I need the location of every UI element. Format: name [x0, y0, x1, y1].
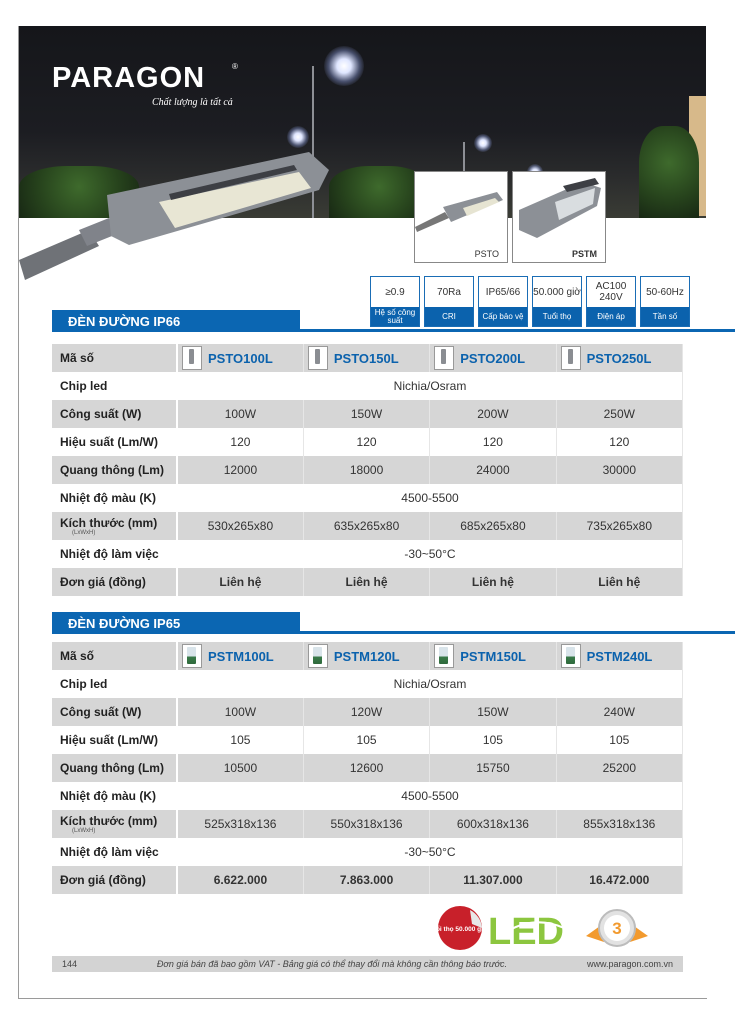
psto-label: PSTO [474, 249, 499, 259]
temp-value: -30~50°C [177, 540, 683, 568]
row-label: Đơn giá (đồng) [52, 866, 177, 894]
power-value: 150W [303, 400, 429, 428]
model-cell [430, 644, 555, 668]
brand-name: PARAGON [52, 62, 206, 94]
efficiency-value: 120 [303, 428, 429, 456]
model-code: PSTO250L [586, 350, 652, 366]
spec-label: Hệ số công suất [371, 307, 419, 326]
spec-table-ip66 [52, 344, 683, 596]
warranty-badge-icon [586, 910, 648, 946]
spec-frequency [640, 276, 690, 327]
spec-label: CRI [425, 307, 473, 326]
model-cell [557, 346, 682, 370]
model-cell [304, 346, 429, 370]
lamp-icon [434, 346, 454, 370]
power-value: 150W [430, 698, 556, 726]
size-value: 685x265x80 [430, 512, 556, 540]
power-value: 250W [556, 400, 682, 428]
led-logo-text: LED [488, 911, 564, 953]
row-temp [52, 838, 683, 866]
spec-value: 70Ra [437, 286, 461, 298]
flux-value: 24000 [430, 456, 556, 484]
lamp-icon [434, 644, 454, 668]
spec-value: ≥0.9 [385, 286, 405, 298]
registered-mark: ® [232, 62, 238, 71]
spec-voltage [586, 276, 636, 327]
row-label: Quang thông (Lm) [52, 754, 177, 782]
row-label: Chip led [52, 372, 177, 400]
price-value: Liên hệ [556, 568, 682, 596]
spec-label: Tuổi thọ [533, 307, 581, 326]
row-chip [52, 670, 683, 698]
row-label: Nhiệt độ màu (K) [52, 782, 177, 810]
section-title: ĐÈN ĐƯỜNG IP65 [52, 612, 300, 634]
warranty-years: 3 [612, 919, 622, 938]
size-value: 855x318x136 [556, 810, 682, 838]
row-label: Công suất (W) [52, 400, 177, 428]
spec-label: Điện áp [587, 307, 635, 326]
price-value: 16.472.000 [556, 866, 682, 894]
pstm-lamp-icon [513, 172, 605, 242]
badges [428, 902, 656, 954]
size-value: 525x318x136 [177, 810, 303, 838]
efficiency-value: 105 [303, 726, 429, 754]
lamp-icon [182, 644, 202, 668]
chip-value: Nichia/Osram [177, 670, 683, 698]
model-code: PSTO200L [460, 350, 526, 366]
row-price [52, 568, 683, 596]
spec-summary [370, 276, 690, 327]
price-value: Liên hệ [303, 568, 429, 596]
price-note: Đơn giá bán đã bao gồm VAT - Bảng giá có thể thay đổi mà không cần thông báo trước. [156, 959, 508, 969]
size-label: Kích thước (mm) [60, 814, 158, 828]
flux-value: 30000 [556, 456, 682, 484]
led-logo [488, 911, 564, 953]
size-value: 635x265x80 [303, 512, 429, 540]
page-number: 144 [62, 959, 78, 969]
efficiency-value: 120 [177, 428, 303, 456]
spec-lifetime [532, 276, 582, 327]
spec-value: IP65/66 [485, 286, 521, 298]
lamp-icon [561, 644, 581, 668]
model-code: PSTO100L [208, 350, 273, 366]
row-label: Chip led [52, 670, 177, 698]
section-divider [300, 631, 735, 634]
row-label [52, 512, 177, 540]
spec-power-factor [370, 276, 420, 327]
price-value: 7.863.000 [303, 866, 429, 894]
model-cell [304, 644, 429, 668]
row-price [52, 866, 683, 894]
model-cell [430, 346, 555, 370]
row-label: Nhiệt độ làm việc [52, 838, 177, 866]
power-value: 200W [430, 400, 556, 428]
row-cct [52, 782, 683, 810]
price-value: 6.622.000 [177, 866, 303, 894]
size-value: 600x318x136 [430, 810, 556, 838]
spec-table-ip65 [52, 642, 683, 894]
row-efficiency [52, 428, 683, 456]
row-label: Quang thông (Lm) [52, 456, 177, 484]
page-footer [52, 956, 683, 972]
row-flux [52, 754, 683, 782]
spec-value: 50-60Hz [646, 286, 684, 298]
power-value: 100W [177, 400, 303, 428]
size-sublabel: (LxWxH) [72, 530, 96, 536]
lifetime-badge-text: Tuổi thọ 50.000 giờ [428, 926, 488, 933]
row-label: Hiệu suất (Lm/W) [52, 726, 177, 754]
row-model [52, 642, 683, 670]
efficiency-value: 120 [430, 428, 556, 456]
row-size [52, 810, 683, 838]
row-size [52, 512, 683, 540]
model-code: PSTM150L [460, 648, 526, 664]
lamp-icon [308, 644, 328, 668]
lamp-icon [561, 346, 581, 370]
model-cell [557, 644, 682, 668]
power-value: 120W [303, 698, 429, 726]
row-label: Mã số [52, 344, 177, 372]
pstm-thumbnail [512, 171, 606, 263]
row-label: Nhiệt độ làm việc [52, 540, 177, 568]
row-label: Đơn giá (đồng) [52, 568, 177, 596]
power-value: 100W [177, 698, 303, 726]
price-value: Liên hệ [430, 568, 556, 596]
size-sublabel: (LxWxH) [72, 828, 96, 834]
lamp-icon [308, 346, 328, 370]
temp-value: -30~50°C [177, 838, 683, 866]
spec-value: 50.000 giờ [533, 286, 581, 298]
psto-lamp-icon [415, 172, 507, 242]
brand-tagline: Chất lượng là tất cả [152, 97, 233, 108]
flux-value: 12600 [303, 754, 429, 782]
power-value: 240W [556, 698, 682, 726]
row-cct [52, 484, 683, 512]
spec-cri [424, 276, 474, 327]
street-lamp-image [19, 150, 339, 300]
model-cell [178, 346, 303, 370]
price-value: Liên hệ [177, 568, 303, 596]
spec-value: AC100 240V [595, 281, 627, 303]
model-cell [178, 644, 303, 668]
model-code: PSTM240L [586, 648, 653, 664]
flux-value: 15750 [430, 754, 556, 782]
efficiency-value: 105 [177, 726, 303, 754]
brand-logo [52, 62, 238, 108]
spec-label: Tần số [641, 307, 689, 326]
lamp-icon [182, 346, 202, 370]
cct-value: 4500-5500 [177, 484, 683, 512]
row-temp [52, 540, 683, 568]
row-label: Nhiệt độ màu (K) [52, 484, 177, 512]
row-efficiency [52, 726, 683, 754]
psto-thumbnail [414, 171, 508, 263]
model-code: PSTM120L [333, 648, 400, 664]
model-code: PSTO150L [333, 350, 399, 366]
spec-label: Cấp bảo vệ [479, 307, 527, 326]
row-label: Mã số [52, 642, 177, 670]
website-link[interactable]: www.paragon.com.vn [586, 959, 673, 969]
section-divider [300, 329, 735, 332]
section-title: ĐÈN ĐƯỜNG IP66 [52, 310, 300, 332]
flux-value: 12000 [177, 456, 303, 484]
row-power [52, 698, 683, 726]
efficiency-value: 105 [556, 726, 682, 754]
row-chip [52, 372, 683, 400]
model-code: PSTM100L [208, 648, 274, 664]
size-value: 550x318x136 [303, 810, 429, 838]
efficiency-value: 105 [430, 726, 556, 754]
chip-value: Nichia/Osram [177, 372, 683, 400]
size-value: 735x265x80 [556, 512, 682, 540]
spec-protection [478, 276, 528, 327]
row-power [52, 400, 683, 428]
row-label: Hiệu suất (Lm/W) [52, 428, 177, 456]
row-label [52, 810, 177, 838]
size-value: 530x265x80 [177, 512, 303, 540]
flux-value: 18000 [303, 456, 429, 484]
flux-value: 25200 [556, 754, 682, 782]
pstm-label: PSTM [571, 249, 597, 259]
price-value: 11.307.000 [430, 866, 556, 894]
cct-value: 4500-5500 [177, 782, 683, 810]
row-label: Công suất (W) [52, 698, 177, 726]
efficiency-value: 120 [556, 428, 682, 456]
flux-value: 10500 [177, 754, 303, 782]
row-model [52, 344, 683, 372]
lifetime-badge-icon [428, 906, 487, 950]
row-flux [52, 456, 683, 484]
size-label: Kích thước (mm) [60, 516, 158, 530]
